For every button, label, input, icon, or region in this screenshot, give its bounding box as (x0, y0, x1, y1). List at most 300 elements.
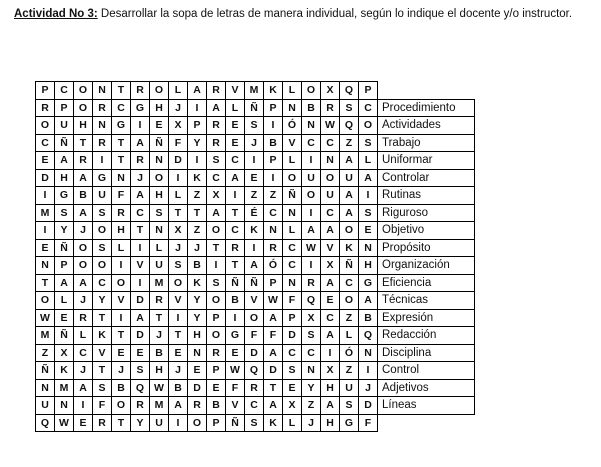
letter-cell[interactable]: W (302, 239, 321, 257)
letter-cell[interactable]: H (321, 379, 340, 397)
letter-cell[interactable]: I (321, 344, 340, 362)
letter-cell[interactable]: T (74, 134, 93, 152)
letter-cell[interactable]: N (93, 82, 112, 100)
letter-cell[interactable]: H (112, 222, 131, 240)
letter-cell[interactable]: K (264, 82, 283, 100)
letter-cell[interactable]: D (283, 327, 302, 345)
letter-cell[interactable]: Ó (264, 257, 283, 275)
letter-cell[interactable]: S (150, 204, 169, 222)
letter-cell[interactable]: T (112, 152, 131, 170)
letter-cell[interactable]: X (55, 344, 74, 362)
letter-cell[interactable]: O (207, 327, 226, 345)
letter-cell[interactable]: Z (340, 362, 359, 380)
letter-cell[interactable]: X (283, 397, 302, 415)
letter-cell[interactable]: Ñ (226, 414, 245, 432)
letter-cell[interactable]: J (359, 379, 378, 397)
letter-cell[interactable]: H (74, 117, 93, 135)
letter-cell[interactable]: B (169, 379, 188, 397)
letter-cell[interactable]: Y (188, 309, 207, 327)
letter-cell[interactable]: W (36, 309, 55, 327)
letter-cell[interactable]: E (188, 362, 207, 380)
letter-cell[interactable]: T (93, 362, 112, 380)
letter-cell[interactable]: W (226, 362, 245, 380)
letter-cell[interactable]: R (245, 379, 264, 397)
letter-cell[interactable]: S (131, 362, 150, 380)
letter-cell[interactable]: R (93, 99, 112, 117)
letter-cell[interactable]: I (264, 117, 283, 135)
letter-cell[interactable]: N (36, 257, 55, 275)
letter-cell[interactable]: K (55, 362, 74, 380)
letter-cell[interactable]: F (359, 414, 378, 432)
letter-cell[interactable]: N (93, 117, 112, 135)
letter-cell[interactable]: N (150, 222, 169, 240)
letter-cell[interactable]: R (207, 134, 226, 152)
letter-cell[interactable]: O (359, 117, 378, 135)
letter-cell[interactable]: M (150, 397, 169, 415)
letter-cell[interactable]: A (55, 274, 74, 292)
letter-cell[interactable]: O (93, 222, 112, 240)
letter-cell[interactable]: F (245, 327, 264, 345)
letter-cell[interactable]: T (93, 309, 112, 327)
letter-cell[interactable]: R (302, 274, 321, 292)
letter-cell[interactable]: E (150, 117, 169, 135)
letter-cell[interactable]: X (169, 117, 188, 135)
letter-cell[interactable]: O (74, 257, 93, 275)
letter-cell[interactable]: I (131, 239, 150, 257)
letter-cell[interactable]: A (74, 379, 93, 397)
letter-cell[interactable]: Ó (283, 117, 302, 135)
letter-cell[interactable]: L (283, 222, 302, 240)
letter-cell[interactable]: A (359, 169, 378, 187)
letter-cell[interactable]: Z (36, 344, 55, 362)
letter-cell[interactable]: D (188, 379, 207, 397)
letter-cell[interactable]: S (302, 327, 321, 345)
letter-cell[interactable]: I (169, 414, 188, 432)
letter-cell[interactable]: E (283, 379, 302, 397)
letter-cell[interactable]: I (226, 309, 245, 327)
letter-cell[interactable]: C (302, 134, 321, 152)
letter-cell[interactable]: F (112, 187, 131, 205)
letter-cell[interactable]: P (283, 309, 302, 327)
letter-cell[interactable]: N (283, 99, 302, 117)
letter-cell[interactable]: B (74, 187, 93, 205)
letter-cell[interactable]: I (302, 204, 321, 222)
letter-cell[interactable]: Y (188, 134, 207, 152)
letter-cell[interactable]: P (207, 362, 226, 380)
letter-cell[interactable]: N (55, 397, 74, 415)
letter-cell[interactable]: R (131, 397, 150, 415)
letter-cell[interactable]: Z (188, 222, 207, 240)
letter-cell[interactable]: S (245, 414, 264, 432)
letter-cell[interactable]: C (340, 274, 359, 292)
letter-cell[interactable]: I (188, 152, 207, 170)
letter-cell[interactable]: T (112, 82, 131, 100)
letter-cell[interactable]: R (207, 82, 226, 100)
letter-cell[interactable]: C (207, 169, 226, 187)
letter-cell[interactable]: Q (36, 414, 55, 432)
letter-cell[interactable]: P (36, 82, 55, 100)
letter-cell[interactable]: T (226, 204, 245, 222)
letter-cell[interactable]: X (169, 222, 188, 240)
letter-cell[interactable]: K (93, 327, 112, 345)
letter-cell[interactable]: I (207, 257, 226, 275)
letter-cell[interactable]: U (36, 397, 55, 415)
letter-cell[interactable]: O (74, 99, 93, 117)
letter-cell[interactable]: S (55, 204, 74, 222)
letter-cell[interactable]: Q (131, 379, 150, 397)
letter-cell[interactable]: L (283, 82, 302, 100)
letter-cell[interactable]: I (169, 309, 188, 327)
letter-cell[interactable]: I (131, 117, 150, 135)
letter-cell[interactable]: I (359, 187, 378, 205)
letter-cell[interactable]: Ñ (340, 257, 359, 275)
letter-cell[interactable]: R (74, 152, 93, 170)
letter-cell[interactable]: G (131, 99, 150, 117)
letter-cell[interactable]: D (359, 397, 378, 415)
letter-cell[interactable]: N (321, 152, 340, 170)
letter-cell[interactable]: C (264, 204, 283, 222)
letter-cell[interactable]: A (321, 327, 340, 345)
letter-cell[interactable]: H (150, 99, 169, 117)
letter-cell[interactable]: S (245, 117, 264, 135)
letter-cell[interactable]: O (112, 397, 131, 415)
letter-cell[interactable]: P (55, 257, 74, 275)
letter-cell[interactable]: O (302, 82, 321, 100)
letter-cell[interactable]: P (188, 117, 207, 135)
letter-cell[interactable]: H (150, 362, 169, 380)
letter-cell[interactable]: D (131, 292, 150, 310)
letter-cell[interactable]: E (226, 117, 245, 135)
letter-cell[interactable]: E (245, 169, 264, 187)
letter-cell[interactable]: A (264, 344, 283, 362)
letter-cell[interactable]: J (188, 239, 207, 257)
letter-cell[interactable]: C (321, 204, 340, 222)
letter-cell[interactable]: V (131, 257, 150, 275)
letter-cell[interactable]: H (188, 327, 207, 345)
letter-cell[interactable]: C (283, 257, 302, 275)
letter-cell[interactable]: D (169, 152, 188, 170)
letter-cell[interactable]: X (302, 309, 321, 327)
letter-cell[interactable]: O (93, 257, 112, 275)
letter-cell[interactable]: Y (55, 222, 74, 240)
letter-cell[interactable]: G (226, 327, 245, 345)
letter-cell[interactable]: S (93, 379, 112, 397)
letter-cell[interactable]: A (359, 292, 378, 310)
letter-cell[interactable]: Y (302, 379, 321, 397)
letter-cell[interactable]: E (169, 344, 188, 362)
letter-cell[interactable]: B (207, 397, 226, 415)
letter-cell[interactable]: Z (188, 187, 207, 205)
letter-cell[interactable]: X (321, 362, 340, 380)
letter-cell[interactable]: O (74, 82, 93, 100)
letter-cell[interactable]: O (283, 169, 302, 187)
letter-cell[interactable]: P (264, 274, 283, 292)
letter-cell[interactable]: I (169, 169, 188, 187)
letter-cell[interactable]: O (340, 292, 359, 310)
letter-cell[interactable]: T (169, 327, 188, 345)
letter-cell[interactable]: T (112, 134, 131, 152)
letter-cell[interactable]: F (226, 379, 245, 397)
letter-cell[interactable]: S (359, 204, 378, 222)
letter-cell[interactable]: T (131, 222, 150, 240)
letter-cell[interactable]: C (283, 344, 302, 362)
letter-cell[interactable]: E (226, 134, 245, 152)
letter-cell[interactable]: L (150, 239, 169, 257)
letter-cell[interactable]: I (36, 187, 55, 205)
letter-cell[interactable]: R (150, 292, 169, 310)
letter-cell[interactable]: C (321, 309, 340, 327)
letter-cell[interactable]: C (74, 344, 93, 362)
letter-cell[interactable]: O (36, 117, 55, 135)
letter-cell[interactable]: A (245, 257, 264, 275)
letter-cell[interactable]: T (264, 379, 283, 397)
letter-cell[interactable]: C (359, 99, 378, 117)
letter-cell[interactable]: I (226, 187, 245, 205)
letter-cell[interactable]: B (112, 379, 131, 397)
letter-cell[interactable]: R (321, 99, 340, 117)
letter-cell[interactable]: E (226, 344, 245, 362)
letter-cell[interactable]: T (150, 309, 169, 327)
letter-cell[interactable]: Y (131, 414, 150, 432)
letter-cell[interactable]: Z (340, 134, 359, 152)
letter-cell[interactable]: E (74, 414, 93, 432)
letter-cell[interactable]: B (188, 257, 207, 275)
letter-cell[interactable]: V (226, 397, 245, 415)
letter-cell[interactable]: E (359, 222, 378, 240)
letter-cell[interactable]: Q (245, 362, 264, 380)
letter-cell[interactable]: D (264, 362, 283, 380)
letter-cell[interactable]: C (283, 239, 302, 257)
letter-cell[interactable]: Z (340, 309, 359, 327)
letter-cell[interactable]: H (55, 169, 74, 187)
letter-cell[interactable]: L (55, 292, 74, 310)
letter-cell[interactable]: L (226, 99, 245, 117)
letter-cell[interactable]: D (245, 344, 264, 362)
letter-cell[interactable]: Y (93, 292, 112, 310)
letter-cell[interactable]: K (264, 414, 283, 432)
letter-cell[interactable]: M (150, 274, 169, 292)
letter-cell[interactable]: P (359, 82, 378, 100)
letter-cell[interactable]: I (359, 362, 378, 380)
letter-cell[interactable]: A (74, 169, 93, 187)
letter-cell[interactable]: G (112, 117, 131, 135)
letter-cell[interactable]: O (188, 414, 207, 432)
letter-cell[interactable]: R (207, 117, 226, 135)
letter-cell[interactable]: E (55, 309, 74, 327)
letter-cell[interactable]: J (302, 414, 321, 432)
letter-cell[interactable]: I (112, 309, 131, 327)
letter-cell[interactable]: H (359, 257, 378, 275)
letter-cell[interactable]: I (302, 257, 321, 275)
letter-cell[interactable]: O (169, 274, 188, 292)
letter-cell[interactable]: S (207, 274, 226, 292)
letter-cell[interactable]: C (131, 204, 150, 222)
letter-cell[interactable]: B (359, 309, 378, 327)
letter-cell[interactable]: N (302, 117, 321, 135)
letter-cell[interactable]: A (131, 187, 150, 205)
letter-cell[interactable]: P (264, 152, 283, 170)
letter-cell[interactable]: I (93, 152, 112, 170)
letter-cell[interactable]: P (264, 99, 283, 117)
letter-cell[interactable]: R (93, 414, 112, 432)
letter-cell[interactable]: A (321, 222, 340, 240)
letter-cell[interactable]: C (112, 99, 131, 117)
letter-cell[interactable]: X (321, 257, 340, 275)
letter-cell[interactable]: O (340, 222, 359, 240)
letter-cell[interactable]: A (302, 222, 321, 240)
letter-cell[interactable]: A (55, 152, 74, 170)
letter-cell[interactable]: E (112, 344, 131, 362)
letter-cell[interactable]: A (74, 204, 93, 222)
letter-cell[interactable]: O (207, 222, 226, 240)
letter-cell[interactable]: R (131, 82, 150, 100)
letter-cell[interactable]: G (55, 187, 74, 205)
letter-cell[interactable]: J (74, 292, 93, 310)
letter-cell[interactable]: G (93, 169, 112, 187)
letter-cell[interactable]: D (36, 169, 55, 187)
letter-cell[interactable]: I (245, 239, 264, 257)
letter-cell[interactable]: G (340, 414, 359, 432)
letter-cell[interactable]: O (112, 274, 131, 292)
letter-cell[interactable]: B (264, 134, 283, 152)
letter-cell[interactable]: I (112, 257, 131, 275)
letter-cell[interactable]: T (207, 239, 226, 257)
letter-cell[interactable]: U (302, 169, 321, 187)
letter-cell[interactable]: S (340, 397, 359, 415)
letter-cell[interactable]: B (302, 99, 321, 117)
letter-cell[interactable]: Ñ (245, 274, 264, 292)
letter-cell[interactable]: C (55, 82, 74, 100)
letter-cell[interactable]: L (283, 152, 302, 170)
letter-cell[interactable]: Q (359, 327, 378, 345)
letter-cell[interactable]: Q (340, 82, 359, 100)
letter-cell[interactable]: P (207, 309, 226, 327)
letter-cell[interactable]: R (207, 344, 226, 362)
letter-cell[interactable]: N (283, 274, 302, 292)
letter-cell[interactable]: J (169, 99, 188, 117)
letter-cell[interactable]: N (359, 239, 378, 257)
letter-cell[interactable]: D (131, 327, 150, 345)
letter-cell[interactable]: R (36, 99, 55, 117)
letter-cell[interactable]: T (188, 204, 207, 222)
letter-cell[interactable]: A (207, 99, 226, 117)
letter-cell[interactable]: Z (245, 187, 264, 205)
letter-cell[interactable]: A (321, 274, 340, 292)
letter-cell[interactable]: M (36, 204, 55, 222)
letter-cell[interactable]: Q (302, 292, 321, 310)
letter-cell[interactable]: J (112, 362, 131, 380)
letter-cell[interactable]: S (207, 152, 226, 170)
letter-cell[interactable]: X (207, 187, 226, 205)
letter-cell[interactable]: U (321, 187, 340, 205)
letter-cell[interactable]: K (188, 169, 207, 187)
letter-cell[interactable]: C (302, 344, 321, 362)
letter-cell[interactable]: T (169, 204, 188, 222)
letter-cell[interactable]: Ñ (245, 99, 264, 117)
letter-cell[interactable]: N (359, 344, 378, 362)
letter-cell[interactable]: R (226, 239, 245, 257)
letter-cell[interactable]: W (150, 379, 169, 397)
letter-cell[interactable]: J (169, 239, 188, 257)
letter-cell[interactable]: F (93, 397, 112, 415)
letter-cell[interactable]: W (264, 292, 283, 310)
letter-cell[interactable]: É (245, 204, 264, 222)
letter-cell[interactable]: U (55, 117, 74, 135)
letter-cell[interactable]: J (74, 222, 93, 240)
letter-cell[interactable]: F (264, 327, 283, 345)
letter-cell[interactable]: F (283, 292, 302, 310)
letter-cell[interactable]: V (321, 239, 340, 257)
letter-cell[interactable]: Ñ (55, 239, 74, 257)
letter-cell[interactable]: E (36, 239, 55, 257)
letter-cell[interactable]: B (150, 344, 169, 362)
letter-cell[interactable]: J (245, 134, 264, 152)
letter-cell[interactable]: N (150, 152, 169, 170)
letter-cell[interactable]: I (36, 222, 55, 240)
letter-cell[interactable]: E (321, 292, 340, 310)
letter-cell[interactable]: Ñ (283, 187, 302, 205)
letter-cell[interactable]: U (340, 169, 359, 187)
letter-cell[interactable]: O (321, 169, 340, 187)
letter-cell[interactable]: T (226, 257, 245, 275)
letter-cell[interactable]: Ñ (150, 134, 169, 152)
letter-cell[interactable]: K (245, 222, 264, 240)
letter-cell[interactable]: S (340, 99, 359, 117)
letter-cell[interactable]: A (169, 397, 188, 415)
letter-cell[interactable]: A (131, 309, 150, 327)
letter-cell[interactable]: E (207, 379, 226, 397)
letter-cell[interactable]: A (264, 309, 283, 327)
letter-cell[interactable]: G (359, 274, 378, 292)
letter-cell[interactable]: Ñ (36, 362, 55, 380)
letter-cell[interactable]: O (207, 292, 226, 310)
letter-cell[interactable]: Q (340, 117, 359, 135)
letter-cell[interactable]: A (188, 82, 207, 100)
letter-cell[interactable]: Ñ (226, 274, 245, 292)
letter-cell[interactable]: J (169, 362, 188, 380)
letter-cell[interactable]: A (340, 152, 359, 170)
letter-cell[interactable]: R (93, 134, 112, 152)
letter-cell[interactable]: Z (302, 397, 321, 415)
letter-cell[interactable]: I (188, 99, 207, 117)
letter-cell[interactable]: N (36, 379, 55, 397)
letter-cell[interactable]: A (321, 397, 340, 415)
letter-cell[interactable]: L (169, 187, 188, 205)
letter-cell[interactable]: E (131, 344, 150, 362)
letter-cell[interactable]: K (188, 274, 207, 292)
letter-cell[interactable]: C (226, 222, 245, 240)
letter-cell[interactable]: R (74, 309, 93, 327)
letter-cell[interactable]: V (112, 292, 131, 310)
letter-cell[interactable]: P (207, 414, 226, 432)
letter-cell[interactable]: U (93, 187, 112, 205)
letter-cell[interactable]: O (302, 187, 321, 205)
letter-cell[interactable]: S (93, 204, 112, 222)
letter-cell[interactable]: W (321, 117, 340, 135)
letter-cell[interactable]: R (112, 204, 131, 222)
letter-cell[interactable]: C (226, 152, 245, 170)
letter-cell[interactable]: Z (264, 187, 283, 205)
letter-cell[interactable]: V (93, 344, 112, 362)
letter-cell[interactable]: R (188, 397, 207, 415)
letter-cell[interactable]: K (340, 239, 359, 257)
letter-cell[interactable]: O (74, 239, 93, 257)
letter-cell[interactable]: F (169, 134, 188, 152)
letter-cell[interactable]: N (302, 362, 321, 380)
letter-cell[interactable]: O (150, 82, 169, 100)
letter-cell[interactable]: M (36, 327, 55, 345)
letter-cell[interactable]: I (74, 397, 93, 415)
